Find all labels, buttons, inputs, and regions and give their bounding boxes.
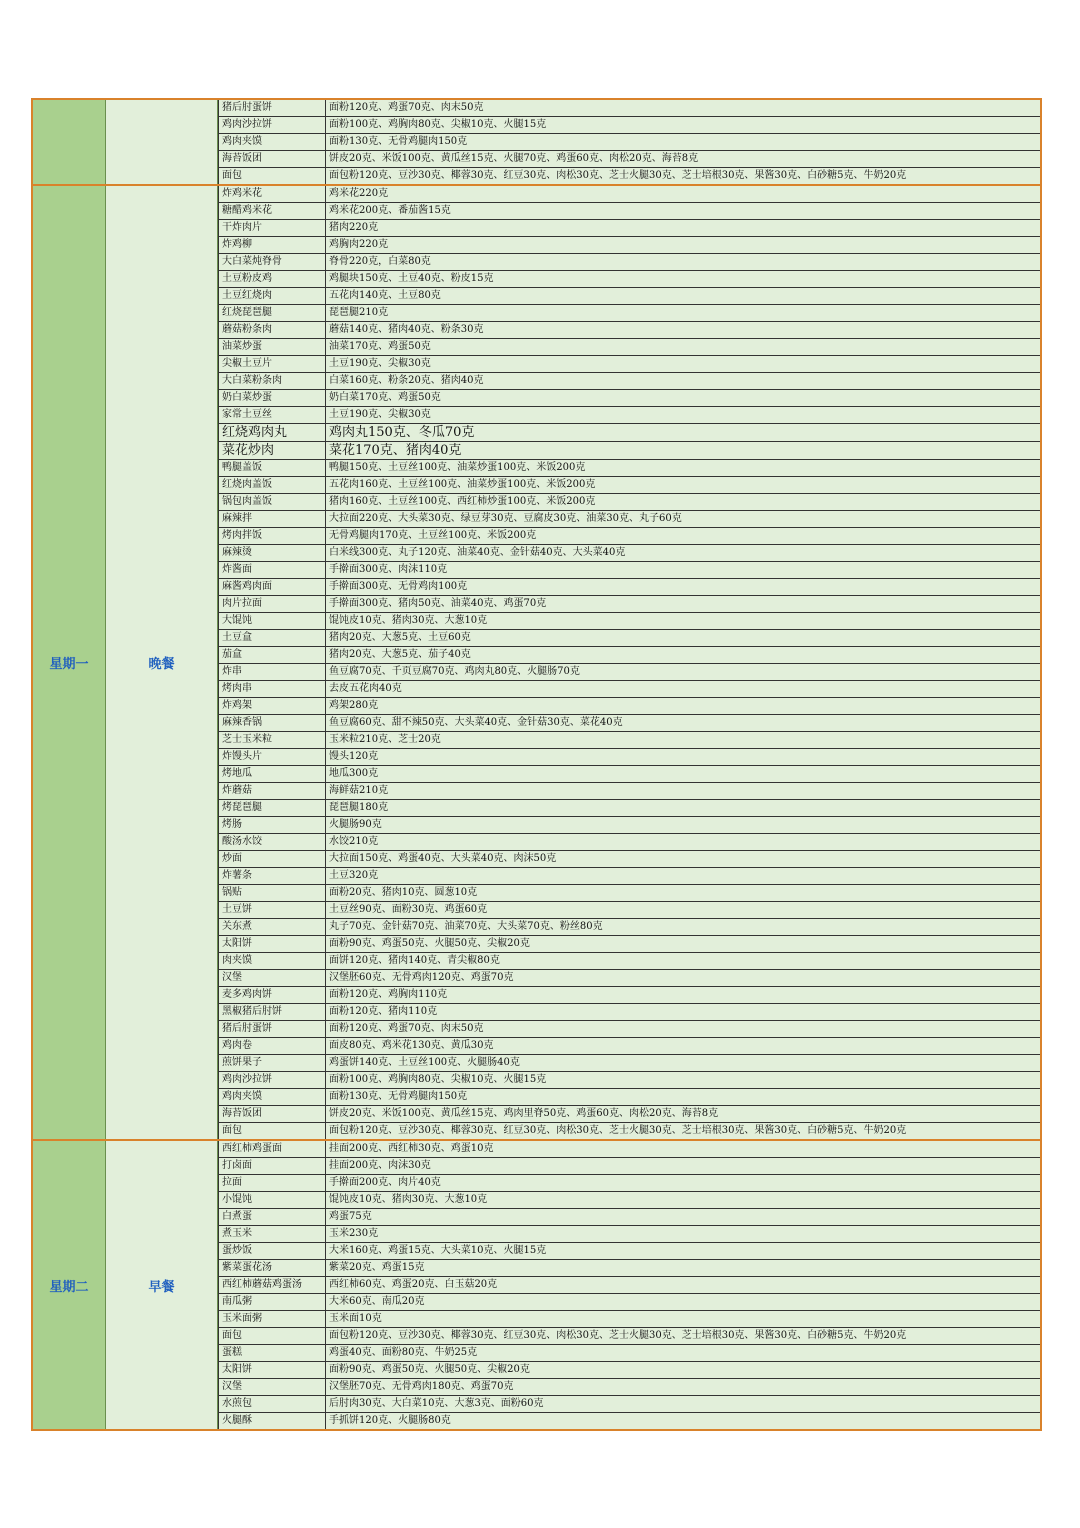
dish-ingredients: 鸡胸肉220克 <box>329 239 389 250</box>
dish-name: 家常土豆丝 <box>219 407 326 423</box>
day-cell: 星期一 <box>31 186 106 1139</box>
dish-name: 面包 <box>219 1328 326 1344</box>
table-row <box>219 1345 1040 1362</box>
dish-name: 酸汤水饺 <box>219 834 326 850</box>
dish-ingredients: 丸子70克、金针菇70克、油菜70克、大头菜70克、粉丝80克 <box>329 921 603 932</box>
dish-name: 拉面 <box>219 1175 326 1191</box>
table-row <box>219 1311 1040 1328</box>
dish-ingredients: 土豆190克、尖椒30克 <box>329 358 431 369</box>
dish-name: 玉米面粥 <box>219 1311 326 1327</box>
dish-name: 西红柿鸡蛋面 <box>219 1141 326 1157</box>
table-row <box>219 664 1040 681</box>
dish-ingredients: 鸡肉丸150克、冬瓜70克 <box>329 425 475 440</box>
table-row <box>219 1158 1040 1175</box>
table-row <box>219 356 1040 373</box>
dish-name: 煎饼果子 <box>219 1055 326 1071</box>
dish-ingredients: 面粉120克、猪肉110克 <box>329 1006 438 1017</box>
table-row <box>219 851 1040 868</box>
dish-name: 菜花炒肉 <box>219 442 326 459</box>
table-row <box>219 579 1040 596</box>
table-row <box>219 134 1040 151</box>
table-row <box>219 766 1040 783</box>
menu-section <box>31 98 1042 184</box>
dish-name: 白煮蛋 <box>219 1209 326 1225</box>
dish-ingredients: 馒头120克 <box>329 751 379 762</box>
dish-ingredients: 面包粉120克、豆沙30克、椰蓉30克、红豆30克、肉松30克、芝士火腿30克、芝士培根30克、果酱30克、白砂糖5克、牛奶20克 <box>329 1330 907 1341</box>
dish-name: 烤肠 <box>219 817 326 833</box>
dish-ingredients: 面皮80克、鸡米花130克、黄瓜30克 <box>329 1040 494 1051</box>
dish-ingredients: 鸡蛋饼140克、土豆丝100克、火腿肠40克 <box>329 1057 520 1068</box>
dish-name: 太阳饼 <box>219 936 326 952</box>
dish-ingredients: 猪肉20克、大葱5克、茄子40克 <box>329 649 471 660</box>
table-row <box>219 1396 1040 1413</box>
dish-name: 南瓜粥 <box>219 1294 326 1310</box>
dish-name: 鸡肉夹馍 <box>219 1089 326 1105</box>
table-row <box>219 100 1040 117</box>
table-row <box>219 630 1040 647</box>
table-row <box>219 1362 1040 1379</box>
dish-name: 炒面 <box>219 851 326 867</box>
dish-name: 炸鸡架 <box>219 698 326 714</box>
dish-name: 土豆盒 <box>219 630 326 646</box>
dish-ingredients: 手抓饼120克、火腿肠80克 <box>329 1415 451 1426</box>
dish-ingredients: 汉堡胚60克、无骨鸡肉120克、鸡蛋70克 <box>329 972 514 983</box>
table-row <box>219 715 1040 732</box>
dish-name: 鸡肉沙拉饼 <box>219 1072 326 1088</box>
dish-ingredients: 紫菜20克、鸡蛋15克 <box>329 1262 425 1273</box>
dish-ingredients: 饼皮20克、米饭100克、黄瓜丝15克、火腿70克、鸡蛋60克、肉松20克、海苔8克 <box>329 153 699 164</box>
table-row <box>219 1123 1040 1139</box>
dish-name: 鸡肉夹馍 <box>219 134 326 150</box>
dish-ingredients: 面饼120克、猪肉140克、青尖椒80克 <box>329 955 500 966</box>
table-row <box>219 1226 1040 1243</box>
dish-ingredients: 蘑菇140克、猪肉40克、粉条30克 <box>329 324 484 335</box>
dish-list <box>218 100 1042 184</box>
table-row <box>219 494 1040 511</box>
table-row <box>219 151 1040 168</box>
table-row <box>219 987 1040 1004</box>
dish-ingredients: 面粉100克、鸡胸肉80克、尖椒10克、火腿15克 <box>329 119 547 130</box>
table-row <box>219 936 1040 953</box>
table-row <box>219 783 1040 800</box>
dish-name: 烤地瓜 <box>219 766 326 782</box>
dish-ingredients: 脊骨220克，白菜80克 <box>329 256 431 267</box>
dish-name: 烤肉串 <box>219 681 326 697</box>
dish-name: 汉堡 <box>219 1379 326 1395</box>
table-row <box>219 647 1040 664</box>
table-row <box>219 1089 1040 1106</box>
table-row <box>219 749 1040 766</box>
dish-name: 炸蘑菇 <box>219 783 326 799</box>
table-row <box>219 220 1040 237</box>
dish-list <box>218 186 1042 1139</box>
dish-name: 肉片拉面 <box>219 596 326 612</box>
table-row <box>219 919 1040 936</box>
dish-name: 锅贴 <box>219 885 326 901</box>
dish-ingredients: 大米60克、南瓜20克 <box>329 1296 425 1307</box>
table-row <box>219 1021 1040 1038</box>
dish-name: 打卤面 <box>219 1158 326 1174</box>
dish-ingredients: 油菜170克、鸡蛋50克 <box>329 341 431 352</box>
dish-ingredients: 手擀面300克、猪肉50克、油菜40克、鸡蛋70克 <box>329 598 547 609</box>
dish-ingredients: 挂面200克、肉沫30克 <box>329 1160 431 1171</box>
day-cell: 星期二 <box>31 1141 106 1429</box>
table-row <box>219 953 1040 970</box>
dish-ingredients: 琵琶腿180克 <box>329 802 389 813</box>
table-row <box>219 562 1040 579</box>
dish-ingredients: 面粉120克、鸡蛋70克、肉末50克 <box>329 102 484 113</box>
dish-ingredients: 白米线300克、丸子120克、油菜40克、金针菇40克、大头菜40克 <box>329 547 626 558</box>
menu-section <box>31 1139 1042 1431</box>
meal-cell: 早餐 <box>106 1141 218 1429</box>
table-row <box>219 1055 1040 1072</box>
dish-ingredients: 鸡米花200克、番茄酱15克 <box>329 205 451 216</box>
dish-name: 蛋炒饭 <box>219 1243 326 1259</box>
table-row <box>219 885 1040 902</box>
dish-name: 水煎包 <box>219 1396 326 1412</box>
table-row <box>219 1106 1040 1123</box>
dish-name: 小馄饨 <box>219 1192 326 1208</box>
dish-name: 海苔饭团 <box>219 1106 326 1122</box>
dish-name: 大白菜炖脊骨 <box>219 254 326 270</box>
dish-ingredients: 大拉面220克、大头菜30克、绿豆芽30克、豆腐皮30克、油菜30克、丸子60克 <box>329 513 682 524</box>
table-row <box>219 834 1040 851</box>
dish-ingredients: 五花肉140克、土豆80克 <box>329 290 441 301</box>
dish-ingredients: 菜花170克、猪肉40克 <box>329 443 462 458</box>
table-row <box>219 613 1040 630</box>
dish-ingredients: 无骨鸡腿肉170克、土豆丝100克、米饭200克 <box>329 530 537 541</box>
dish-ingredients: 后肘肉30克、大白菜10克、大葱3克、面粉60克 <box>329 1398 544 1409</box>
dish-ingredients: 琵琶腿210克 <box>329 307 389 318</box>
table-row <box>219 1175 1040 1192</box>
dish-list <box>218 1141 1042 1429</box>
dish-name: 烤琵琶腿 <box>219 800 326 816</box>
dish-name: 猪后肘蛋饼 <box>219 100 326 116</box>
dish-ingredients: 玉米230克 <box>329 1228 379 1239</box>
dish-ingredients: 面包粉120克、豆沙30克、椰蓉30克、红豆30克、肉松30克、芝士火腿30克、芝士培根30克、果酱30克、白砂糖5克、牛奶20克 <box>329 170 907 181</box>
dish-ingredients: 汉堡胚70克、无骨鸡肉180克、鸡蛋70克 <box>329 1381 514 1392</box>
table-row <box>219 817 1040 834</box>
dish-ingredients: 面粉130克、无骨鸡腿肉150克 <box>329 1091 468 1102</box>
table-row <box>219 596 1040 613</box>
dish-name: 面包 <box>219 168 326 184</box>
table-row <box>219 460 1040 477</box>
dish-ingredients: 土豆190克、尖椒30克 <box>329 409 431 420</box>
dish-name: 尖椒土豆片 <box>219 356 326 372</box>
table-row <box>219 1328 1040 1345</box>
dish-name: 土豆粉皮鸡 <box>219 271 326 287</box>
dish-name: 锅包肉盖饭 <box>219 494 326 510</box>
dish-name: 麻辣拌 <box>219 511 326 527</box>
dish-ingredients: 鸡腿块150克、土豆40克、粉皮15克 <box>329 273 494 284</box>
dish-ingredients: 手擀面200克、肉片40克 <box>329 1177 441 1188</box>
dish-ingredients: 海鲜菇210克 <box>329 785 389 796</box>
dish-name: 鸡肉沙拉饼 <box>219 117 326 133</box>
table-row <box>219 698 1040 715</box>
dish-ingredients: 挂面200克、西红柿30克、鸡蛋10克 <box>329 1143 494 1154</box>
dish-ingredients: 饼皮20克、米饭100克、黄瓜丝15克、鸡肉里脊50克、鸡蛋60克、肉松20克、海苔8克 <box>329 1108 719 1119</box>
table-row <box>219 1038 1040 1055</box>
dish-name: 火腿酥 <box>219 1413 326 1429</box>
dish-ingredients: 猪肉20克、大葱5克、土豆60克 <box>329 632 471 643</box>
table-row <box>219 237 1040 254</box>
dish-name: 油菜炒蛋 <box>219 339 326 355</box>
dish-ingredients: 面粉20克、猪肉10克、圆葱10克 <box>329 887 478 898</box>
table-row <box>219 800 1040 817</box>
dish-ingredients: 猪肉220克 <box>329 222 379 233</box>
dish-ingredients: 面包粉120克、豆沙30克、椰蓉30克、红豆30克、肉松30克、芝士火腿30克、芝士培根30克、果酱30克、白砂糖5克、牛奶20克 <box>329 1125 907 1136</box>
meal-cell: 晚餐 <box>106 186 218 1139</box>
dish-name: 干炸肉片 <box>219 220 326 236</box>
dish-ingredients: 鸡蛋75克 <box>329 1211 372 1222</box>
dish-name: 红烧琵琶腿 <box>219 305 326 321</box>
dish-name: 麻辣烫 <box>219 545 326 561</box>
dish-ingredients: 面粉90克、鸡蛋50克、火腿50克、尖椒20克 <box>329 1364 530 1375</box>
dish-name: 紫菜蛋花汤 <box>219 1260 326 1276</box>
table-row <box>219 373 1040 390</box>
dish-name: 肉夹馍 <box>219 953 326 969</box>
dish-name: 茄盒 <box>219 647 326 663</box>
dish-ingredients: 大拉面150克、鸡蛋40克、大头菜40克、肉沫50克 <box>329 853 557 864</box>
dish-ingredients: 鱼豆腐60克、甜不辣50克、大头菜40克、金针菇30克、菜花40克 <box>329 717 623 728</box>
dish-name: 炸串 <box>219 664 326 680</box>
dish-ingredients: 土豆320克 <box>329 870 379 881</box>
table-row <box>219 1209 1040 1226</box>
dish-ingredients: 去皮五花肉40克 <box>329 683 402 694</box>
dish-name: 红烧肉盖饭 <box>219 477 326 493</box>
dish-name: 蛋糕 <box>219 1345 326 1361</box>
table-row <box>219 1072 1040 1089</box>
dish-name: 鸭腿盖饭 <box>219 460 326 476</box>
dish-ingredients: 面粉100克、鸡胸肉80克、尖椒10克、火腿15克 <box>329 1074 547 1085</box>
dish-ingredients: 玉米粒210克、芝士20克 <box>329 734 441 745</box>
table-row <box>219 390 1040 407</box>
dish-name: 汉堡 <box>219 970 326 986</box>
dish-name: 炸馒头片 <box>219 749 326 765</box>
table-row <box>219 322 1040 339</box>
dish-name: 炸鸡米花 <box>219 186 326 202</box>
dish-ingredients: 猪肉160克、土豆丝100克、西红柿炒蛋100克、米饭200克 <box>329 496 596 507</box>
dish-ingredients: 水饺210克 <box>329 836 379 847</box>
dish-name: 关东煮 <box>219 919 326 935</box>
dish-ingredients: 面粉130克、无骨鸡腿肉150克 <box>329 136 468 147</box>
dish-name: 麻辣香锅 <box>219 715 326 731</box>
dish-name: 麻酱鸡肉面 <box>219 579 326 595</box>
dish-ingredients: 面粉120克、鸡胸肉110克 <box>329 989 448 1000</box>
dish-name: 烤肉拌饭 <box>219 528 326 544</box>
dish-ingredients: 手擀面300克、肉沫110克 <box>329 564 448 575</box>
dish-name: 奶白菜炒蛋 <box>219 390 326 406</box>
table-row <box>219 305 1040 322</box>
dish-name: 猪后肘蛋饼 <box>219 1021 326 1037</box>
dish-name: 太阳饼 <box>219 1362 326 1378</box>
table-row <box>219 545 1040 562</box>
dish-ingredients: 鸭腿150克、土豆丝100克、油菜炒蛋100克、米饭200克 <box>329 462 586 473</box>
table-row <box>219 1004 1040 1021</box>
dish-name: 煮玉米 <box>219 1226 326 1242</box>
table-row <box>219 902 1040 919</box>
dish-ingredients: 面粉120克、鸡蛋70克、肉末50克 <box>329 1023 484 1034</box>
dish-name: 面包 <box>219 1123 326 1139</box>
dish-name: 炸鸡柳 <box>219 237 326 253</box>
dish-ingredients: 西红柿60克、鸡蛋20克、白玉菇20克 <box>329 1279 498 1290</box>
table-row <box>219 868 1040 885</box>
dish-ingredients: 奶白菜170克、鸡蛋50克 <box>329 392 441 403</box>
table-row <box>219 511 1040 528</box>
table-row <box>219 732 1040 749</box>
dish-name: 黑椒猪后肘饼 <box>219 1004 326 1020</box>
menu-sheet <box>31 98 1042 1431</box>
dish-name: 糖醋鸡米花 <box>219 203 326 219</box>
dish-ingredients: 鸡架280克 <box>329 700 379 711</box>
table-row <box>219 1294 1040 1311</box>
dish-ingredients: 馄饨皮10克、猪肉30克、大葱10克 <box>329 1194 488 1205</box>
table-row <box>219 1243 1040 1260</box>
dish-name: 炸酱面 <box>219 562 326 578</box>
dish-name: 红烧鸡肉丸 <box>219 424 326 441</box>
table-row <box>219 477 1040 494</box>
menu-section <box>31 184 1042 1139</box>
table-row <box>219 424 1040 442</box>
table-row <box>219 442 1040 460</box>
dish-name: 土豆红烧肉 <box>219 288 326 304</box>
dish-ingredients: 馄饨皮10克、猪肉30克、大葱10克 <box>329 615 488 626</box>
table-row <box>219 254 1040 271</box>
table-row <box>219 1379 1040 1396</box>
day-cell <box>31 100 106 184</box>
dish-name: 海苔饭团 <box>219 151 326 167</box>
dish-ingredients: 五花肉160克、土豆丝100克、油菜炒蛋100克、米饭200克 <box>329 479 596 490</box>
table-row <box>219 288 1040 305</box>
dish-ingredients: 玉米面10克 <box>329 1313 382 1324</box>
table-row <box>219 271 1040 288</box>
table-row <box>219 1192 1040 1209</box>
dish-ingredients: 土豆丝90克、面粉30克、鸡蛋60克 <box>329 904 488 915</box>
table-row <box>219 186 1040 203</box>
dish-ingredients: 火腿肠90克 <box>329 819 382 830</box>
dish-name: 麦多鸡肉饼 <box>219 987 326 1003</box>
meal-cell <box>106 100 218 184</box>
dish-ingredients: 地瓜300克 <box>329 768 379 779</box>
dish-name: 芝士玉米粒 <box>219 732 326 748</box>
table-row <box>219 168 1040 184</box>
dish-ingredients: 鸡蛋40克、面粉80克、牛奶25克 <box>329 1347 478 1358</box>
dish-name: 土豆饼 <box>219 902 326 918</box>
dish-name: 大馄饨 <box>219 613 326 629</box>
dish-ingredients: 鱼豆腐70克、千页豆腐70克、鸡肉丸80克、火腿肠70克 <box>329 666 580 677</box>
dish-name: 炸薯条 <box>219 868 326 884</box>
dish-name: 鸡肉卷 <box>219 1038 326 1054</box>
dish-ingredients: 白菜160克、粉条20克、猪肉40克 <box>329 375 484 386</box>
table-row <box>219 1277 1040 1294</box>
table-row <box>219 1413 1040 1429</box>
dish-ingredients: 面粉90克、鸡蛋50克、火腿50克、尖椒20克 <box>329 938 530 949</box>
table-row <box>219 681 1040 698</box>
dish-name: 大白菜粉条肉 <box>219 373 326 389</box>
dish-ingredients: 鸡米花220克 <box>329 188 389 199</box>
dish-name: 蘑菇粉条肉 <box>219 322 326 338</box>
table-row <box>219 203 1040 220</box>
table-row <box>219 1141 1040 1158</box>
table-row <box>219 407 1040 424</box>
dish-ingredients: 手擀面300克、无骨鸡肉100克 <box>329 581 468 592</box>
table-row <box>219 528 1040 545</box>
table-row <box>219 970 1040 987</box>
table-row <box>219 117 1040 134</box>
dish-ingredients: 大米160克、鸡蛋15克、大头菜10克、火腿15克 <box>329 1245 547 1256</box>
dish-name: 西红柿蘑菇鸡蛋汤 <box>219 1277 326 1293</box>
table-row <box>219 339 1040 356</box>
table-row <box>219 1260 1040 1277</box>
